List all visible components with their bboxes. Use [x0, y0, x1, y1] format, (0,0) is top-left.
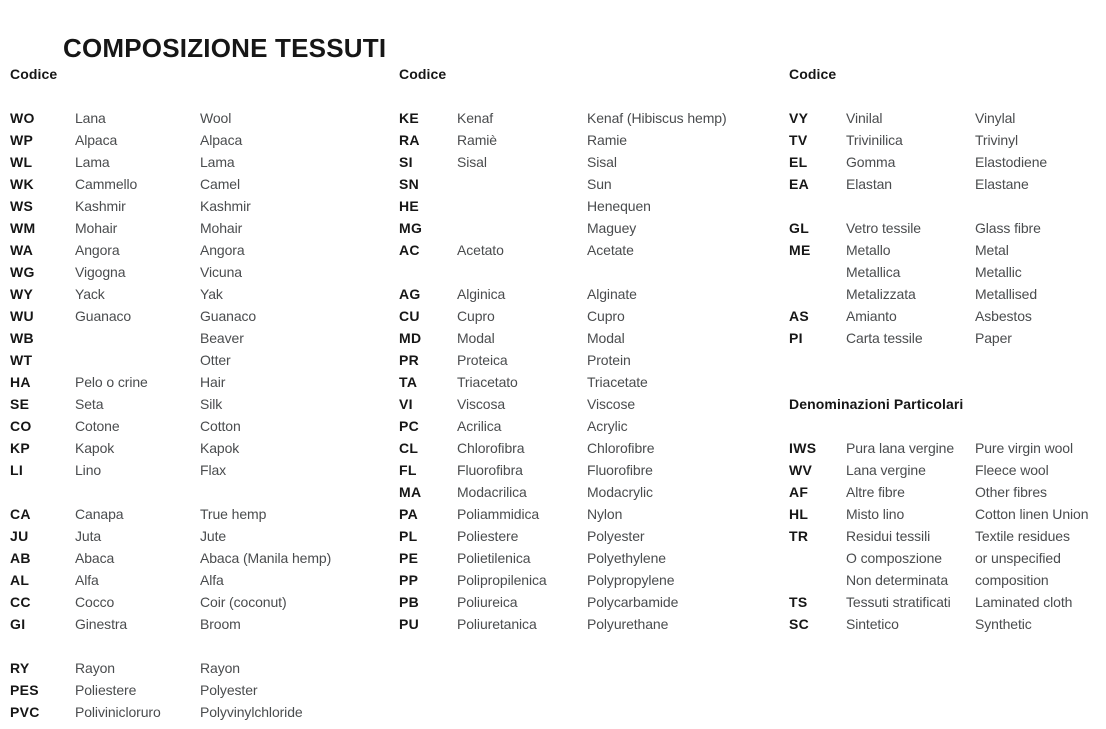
- fiber-name-italian: Ginestra: [75, 616, 128, 632]
- table-row: [789, 525, 1106, 547]
- table-row: [399, 481, 784, 503]
- fiber-code: AL: [10, 572, 30, 588]
- table-row: [10, 569, 395, 591]
- fiber-name-english: Polyethylene: [587, 550, 666, 566]
- table-row: [10, 129, 395, 151]
- fiber-name-english: Polyester: [200, 682, 258, 698]
- fiber-name-italian: Alfa: [75, 572, 99, 588]
- column-rows: [10, 107, 395, 723]
- fiber-name-english: Kapok: [200, 440, 240, 456]
- fiber-code: WP: [10, 132, 34, 148]
- fiber-name-italian: Trivinilica: [846, 132, 903, 148]
- gap-row: [789, 371, 1106, 393]
- column-rows: [399, 107, 784, 635]
- fiber-code: WO: [10, 110, 35, 126]
- fiber-code: MG: [399, 220, 423, 236]
- fiber-name-english: Viscose: [587, 396, 636, 412]
- fiber-name-italian: Viscosa: [457, 396, 506, 412]
- fiber-name-english: Other fibres: [975, 484, 1047, 500]
- column-header: Codice: [399, 66, 447, 82]
- fiber-name-english: Metal: [975, 242, 1009, 258]
- table-row: [789, 459, 1106, 481]
- codes-column-2: [399, 0, 784, 729]
- codes-column-3: [789, 0, 1106, 729]
- fiber-name-italian: Tessuti stratificati: [846, 594, 951, 610]
- fiber-code: ME: [789, 242, 811, 258]
- page-title: COMPOSIZIONE TESSUTI: [63, 33, 387, 64]
- fiber-name-english: Elastodiene: [975, 154, 1048, 170]
- table-row: [10, 261, 395, 283]
- fiber-name-italian: Lino: [75, 462, 102, 478]
- table-row: [399, 151, 784, 173]
- fiber-name-italian: Cocco: [75, 594, 115, 610]
- table-row: [789, 239, 1106, 261]
- table-row: [789, 305, 1106, 327]
- fiber-name-italian: Proteica: [457, 352, 508, 368]
- fiber-name-italian: Sintetico: [846, 616, 899, 632]
- table-row: [399, 195, 784, 217]
- fiber-name-english: Polycarbamide: [587, 594, 679, 610]
- fiber-code: MA: [399, 484, 422, 500]
- fiber-name-italian: Angora: [75, 242, 120, 258]
- fiber-name-english: Vinylal: [975, 110, 1016, 126]
- fiber-name-english: Sisal: [587, 154, 617, 170]
- section-heading: [789, 393, 1106, 415]
- fiber-name-italian: Juta: [75, 528, 102, 544]
- fiber-name-italian: Misto lino: [846, 506, 905, 522]
- fiber-name-english: Modal: [587, 330, 625, 346]
- fiber-name-english: Sun: [587, 176, 612, 192]
- table-row: [10, 371, 395, 393]
- table-row: [399, 173, 784, 195]
- fiber-name-english: Laminated cloth: [975, 594, 1073, 610]
- table-row: [789, 613, 1106, 635]
- table-row: [399, 459, 784, 481]
- fiber-code: TV: [789, 132, 808, 148]
- fiber-name-english: Textile residues: [975, 528, 1070, 544]
- fiber-name-italian: Vinilal: [846, 110, 883, 126]
- table-row: [399, 393, 784, 415]
- fiber-code: AS: [789, 308, 810, 324]
- fiber-code: KP: [10, 440, 31, 456]
- fiber-name-italian: Poliammidica: [457, 506, 540, 522]
- table-row: [789, 437, 1106, 459]
- table-row: [10, 195, 395, 217]
- fiber-name-english: Guanaco: [200, 308, 257, 324]
- table-row: [399, 613, 784, 635]
- table-row: [399, 437, 784, 459]
- table-row: [399, 547, 784, 569]
- fiber-name-italian: Metallo: [846, 242, 891, 258]
- fiber-name-english: Synthetic: [975, 616, 1032, 632]
- fiber-name-italian: Vetro tessile: [846, 220, 921, 236]
- fiber-name-english: Acrylic: [587, 418, 628, 434]
- table-row: [10, 239, 395, 261]
- fiber-name-english: Hair: [200, 374, 226, 390]
- fiber-code: SC: [789, 616, 810, 632]
- fiber-code: WY: [10, 286, 34, 302]
- table-row: [399, 591, 784, 613]
- table-row: [10, 503, 395, 525]
- fiber-name-italian: Abaca: [75, 550, 115, 566]
- fiber-name-italian: Kapok: [75, 440, 115, 456]
- fiber-name-english: Modacrylic: [587, 484, 653, 500]
- table-row: [399, 107, 784, 129]
- fiber-name-italian: Poliureica: [457, 594, 518, 610]
- fiber-name-english: Jute: [200, 528, 227, 544]
- fiber-name-english: Mohair: [200, 220, 243, 236]
- fiber-code: PL: [399, 528, 418, 544]
- fiber-name-italian: Acetato: [457, 242, 504, 258]
- gap-row: [789, 415, 1106, 437]
- table-row: [399, 415, 784, 437]
- fiber-code: RA: [399, 132, 420, 148]
- fiber-name-italian: Cupro: [457, 308, 495, 324]
- fiber-code: WL: [10, 154, 33, 170]
- fiber-code: AB: [10, 550, 31, 566]
- fiber-name-italian: Amianto: [846, 308, 897, 324]
- table-row: [399, 129, 784, 151]
- fiber-name-italian: Canapa: [75, 506, 124, 522]
- fiber-name-english: Polyester: [587, 528, 645, 544]
- fiber-name-italian: Alginica: [457, 286, 506, 302]
- fiber-code: GI: [10, 616, 26, 632]
- fiber-code: JU: [10, 528, 29, 544]
- fiber-name-english: Broom: [200, 616, 241, 632]
- fiber-name-italian: Kenaf: [457, 110, 494, 126]
- fiber-name-italian: Non determinata: [846, 572, 949, 588]
- fiber-name-english: Asbestos: [975, 308, 1032, 324]
- fiber-name-italian: Acrilica: [457, 418, 502, 434]
- fiber-code: WG: [10, 264, 35, 280]
- fiber-code: TR: [789, 528, 809, 544]
- gap-row: [10, 635, 395, 657]
- table-row: [10, 283, 395, 305]
- fiber-code: VI: [399, 396, 413, 412]
- fiber-name-english: Maguey: [587, 220, 637, 236]
- fiber-name-english: Polyvinylchloride: [200, 704, 303, 720]
- table-row: [399, 569, 784, 591]
- column-header: Codice: [789, 66, 837, 82]
- fiber-code: PU: [399, 616, 420, 632]
- fiber-code: CC: [10, 594, 31, 610]
- fiber-code: RY: [10, 660, 30, 676]
- table-row: [10, 327, 395, 349]
- table-row: [399, 283, 784, 305]
- fiber-name-italian: Metallica: [846, 264, 901, 280]
- fiber-name-italian: Lana vergine: [846, 462, 926, 478]
- fiber-name-italian: Modacrilica: [457, 484, 527, 500]
- fiber-name-english: Flax: [200, 462, 227, 478]
- table-row: [10, 525, 395, 547]
- fiber-code: HA: [10, 374, 31, 390]
- fiber-name-english: Cotton: [200, 418, 241, 434]
- fiber-code: SE: [10, 396, 30, 412]
- fiber-name-italian: Altre fibre: [846, 484, 905, 500]
- fiber-name-english: Silk: [200, 396, 223, 412]
- table-row: [10, 349, 395, 371]
- table-row: [10, 547, 395, 569]
- table-row: [10, 415, 395, 437]
- fiber-name-english: Abaca (Manila hemp): [200, 550, 332, 566]
- fiber-code: PVC: [10, 704, 40, 720]
- fiber-name-italian: Polipropilenica: [457, 572, 547, 588]
- fiber-name-italian: Ramiè: [457, 132, 497, 148]
- fiber-code: TA: [399, 374, 418, 390]
- fiber-name-english: Pure virgin wool: [975, 440, 1073, 456]
- fiber-name-english: or unspecified: [975, 550, 1061, 566]
- table-row: [789, 129, 1106, 151]
- fiber-name-english: composition: [975, 572, 1049, 588]
- fiber-name-italian: Poliestere: [457, 528, 519, 544]
- table-row: [789, 481, 1106, 503]
- table-row: [399, 239, 784, 261]
- fiber-name-italian: Residui tessili: [846, 528, 931, 544]
- table-row: [399, 349, 784, 371]
- fiber-code: PES: [10, 682, 39, 698]
- fiber-name-italian: Pura lana vergine: [846, 440, 955, 456]
- fiber-code: SI: [399, 154, 413, 170]
- table-row: [10, 151, 395, 173]
- table-row: [10, 701, 395, 723]
- fiber-code: AC: [399, 242, 420, 258]
- fiber-name-english: Acetate: [587, 242, 634, 258]
- table-row: [789, 327, 1106, 349]
- fiber-name-english: Coir (coconut): [200, 594, 287, 610]
- table-row: [789, 173, 1106, 195]
- fiber-name-italian: Metalizzata: [846, 286, 916, 302]
- fiber-code: WB: [10, 330, 34, 346]
- fiber-code: PR: [399, 352, 420, 368]
- fiber-name-english: Henequen: [587, 198, 651, 214]
- fiber-code: CA: [10, 506, 31, 522]
- fiber-name-italian: Vigogna: [75, 264, 126, 280]
- fiber-name-english: True hemp: [200, 506, 267, 522]
- fiber-code: CO: [10, 418, 32, 434]
- fiber-code: PI: [789, 330, 803, 346]
- fiber-code: PP: [399, 572, 419, 588]
- gap-row: [789, 349, 1106, 371]
- fiber-code: PA: [399, 506, 419, 522]
- fiber-code: LI: [10, 462, 24, 478]
- table-row: [789, 261, 1106, 283]
- table-row: [399, 371, 784, 393]
- table-row: [789, 503, 1106, 525]
- gap-row: [10, 481, 395, 503]
- fiber-name-italian: Fluorofibra: [457, 462, 523, 478]
- table-row: [789, 569, 1106, 591]
- fiber-name-english: Fleece wool: [975, 462, 1049, 478]
- table-row: [789, 547, 1106, 569]
- fiber-name-english: Chlorofibre: [587, 440, 655, 456]
- table-row: [789, 591, 1106, 613]
- fiber-name-english: Fluorofibre: [587, 462, 653, 478]
- fiber-code: TS: [789, 594, 808, 610]
- fiber-code: PB: [399, 594, 420, 610]
- fiber-name-english: Alginate: [587, 286, 637, 302]
- table-row: [399, 217, 784, 239]
- fiber-code: WV: [789, 462, 813, 478]
- fiber-name-english: Beaver: [200, 330, 244, 346]
- fiber-code: PE: [399, 550, 419, 566]
- fiber-name-english: Cotton linen Union: [975, 506, 1089, 522]
- fiber-name-english: Vicuna: [200, 264, 242, 280]
- fiber-name-italian: Kashmir: [75, 198, 126, 214]
- fiber-name-english: Angora: [200, 242, 245, 258]
- fiber-name-italian: Pelo o crine: [75, 374, 148, 390]
- table-row: [10, 437, 395, 459]
- table-row: [789, 283, 1106, 305]
- table-row: [10, 679, 395, 701]
- fiber-name-italian: Poliuretanica: [457, 616, 537, 632]
- fiber-name-italian: Lama: [75, 154, 110, 170]
- table-row: [10, 393, 395, 415]
- fiber-name-italian: Gomma: [846, 154, 896, 170]
- fiber-name-italian: Poliestere: [75, 682, 137, 698]
- fiber-code: FL: [399, 462, 417, 478]
- fiber-name-italian: Seta: [75, 396, 104, 412]
- fiber-code: KE: [399, 110, 420, 126]
- fiber-name-italian: Mohair: [75, 220, 118, 236]
- fiber-name-italian: Rayon: [75, 660, 115, 676]
- fiber-code: CU: [399, 308, 420, 324]
- fiber-name-english: Ramie: [587, 132, 627, 148]
- fiber-name-english: Camel: [200, 176, 240, 192]
- gap-row: [399, 261, 784, 283]
- fiber-name-italian: Yack: [75, 286, 105, 302]
- fiber-name-english: Protein: [587, 352, 631, 368]
- table-row: [10, 305, 395, 327]
- fiber-name-english: Metallic: [975, 264, 1022, 280]
- table-row: [10, 173, 395, 195]
- fiber-name-english: Cupro: [587, 308, 625, 324]
- fiber-code: HE: [399, 198, 420, 214]
- fiber-name-italian: Sisal: [457, 154, 487, 170]
- fiber-code: EA: [789, 176, 810, 192]
- table-row: [789, 151, 1106, 173]
- table-row: [10, 459, 395, 481]
- fiber-name-english: Elastane: [975, 176, 1029, 192]
- fiber-code: WA: [10, 242, 34, 258]
- codes-column-1: [10, 0, 395, 729]
- fiber-name-italian: Cammello: [75, 176, 138, 192]
- column-header: Codice: [10, 66, 58, 82]
- fiber-code: WS: [10, 198, 34, 214]
- fiber-name-english: Otter: [200, 352, 231, 368]
- table-row: [399, 305, 784, 327]
- fiber-name-italian: Guanaco: [75, 308, 132, 324]
- fiber-code: GL: [789, 220, 810, 236]
- table-row: [399, 525, 784, 547]
- fiber-name-english: Metallised: [975, 286, 1038, 302]
- fiber-name-italian: Carta tessile: [846, 330, 923, 346]
- fiber-code: WU: [10, 308, 34, 324]
- fiber-name-italian: Alpaca: [75, 132, 118, 148]
- column-rows: [789, 107, 1106, 635]
- fiber-name-english: Glass fibre: [975, 220, 1041, 236]
- fiber-name-italian: Triacetato: [457, 374, 518, 390]
- gap-row: [789, 195, 1106, 217]
- fiber-name-italian: Cotone: [75, 418, 120, 434]
- fiber-code: WT: [10, 352, 33, 368]
- fiber-code: AF: [789, 484, 809, 500]
- fiber-code: AG: [399, 286, 421, 302]
- fiber-name-english: Alpaca: [200, 132, 243, 148]
- fiber-name-italian: Elastan: [846, 176, 892, 192]
- table-row: [789, 107, 1106, 129]
- fiber-name-english: Trivinyl: [975, 132, 1019, 148]
- table-row: [10, 657, 395, 679]
- fiber-name-english: Kenaf (Hibiscus hemp): [587, 110, 727, 126]
- table-row: [10, 613, 395, 635]
- table-row: [10, 591, 395, 613]
- fiber-name-english: Kashmir: [200, 198, 251, 214]
- fiber-name-italian: O composzione: [846, 550, 942, 566]
- table-row: [399, 503, 784, 525]
- fiber-name-italian: Polietilenica: [457, 550, 531, 566]
- section-heading-label: Denominazioni Particolari: [789, 396, 964, 412]
- fiber-name-italian: Chlorofibra: [457, 440, 525, 456]
- fiber-code: MD: [399, 330, 422, 346]
- fiber-name-english: Polyurethane: [587, 616, 669, 632]
- fiber-code: PC: [399, 418, 420, 434]
- fiber-name-english: Rayon: [200, 660, 240, 676]
- fiber-name-italian: Lana: [75, 110, 106, 126]
- fiber-name-english: Lama: [200, 154, 235, 170]
- fiber-code: IWS: [789, 440, 817, 456]
- table-row: [10, 217, 395, 239]
- fiber-name-english: Yak: [200, 286, 223, 302]
- table-row: [399, 327, 784, 349]
- fiber-name-italian: Polivinicloruro: [75, 704, 161, 720]
- fiber-name-english: Paper: [975, 330, 1012, 346]
- fiber-name-english: Wool: [200, 110, 232, 126]
- fiber-code: HL: [789, 506, 809, 522]
- fiber-name-english: Triacetate: [587, 374, 648, 390]
- table-row: [789, 217, 1106, 239]
- fiber-code: WK: [10, 176, 34, 192]
- fiber-code: CL: [399, 440, 419, 456]
- table-row: [10, 107, 395, 129]
- fiber-name-italian: Modal: [457, 330, 495, 346]
- fiber-code: WM: [10, 220, 36, 236]
- fiber-code: VY: [789, 110, 809, 126]
- fiber-name-english: Nylon: [587, 506, 623, 522]
- fiber-name-english: Alfa: [200, 572, 224, 588]
- fiber-code: SN: [399, 176, 420, 192]
- fiber-code: EL: [789, 154, 808, 170]
- fiber-name-english: Polypropylene: [587, 572, 675, 588]
